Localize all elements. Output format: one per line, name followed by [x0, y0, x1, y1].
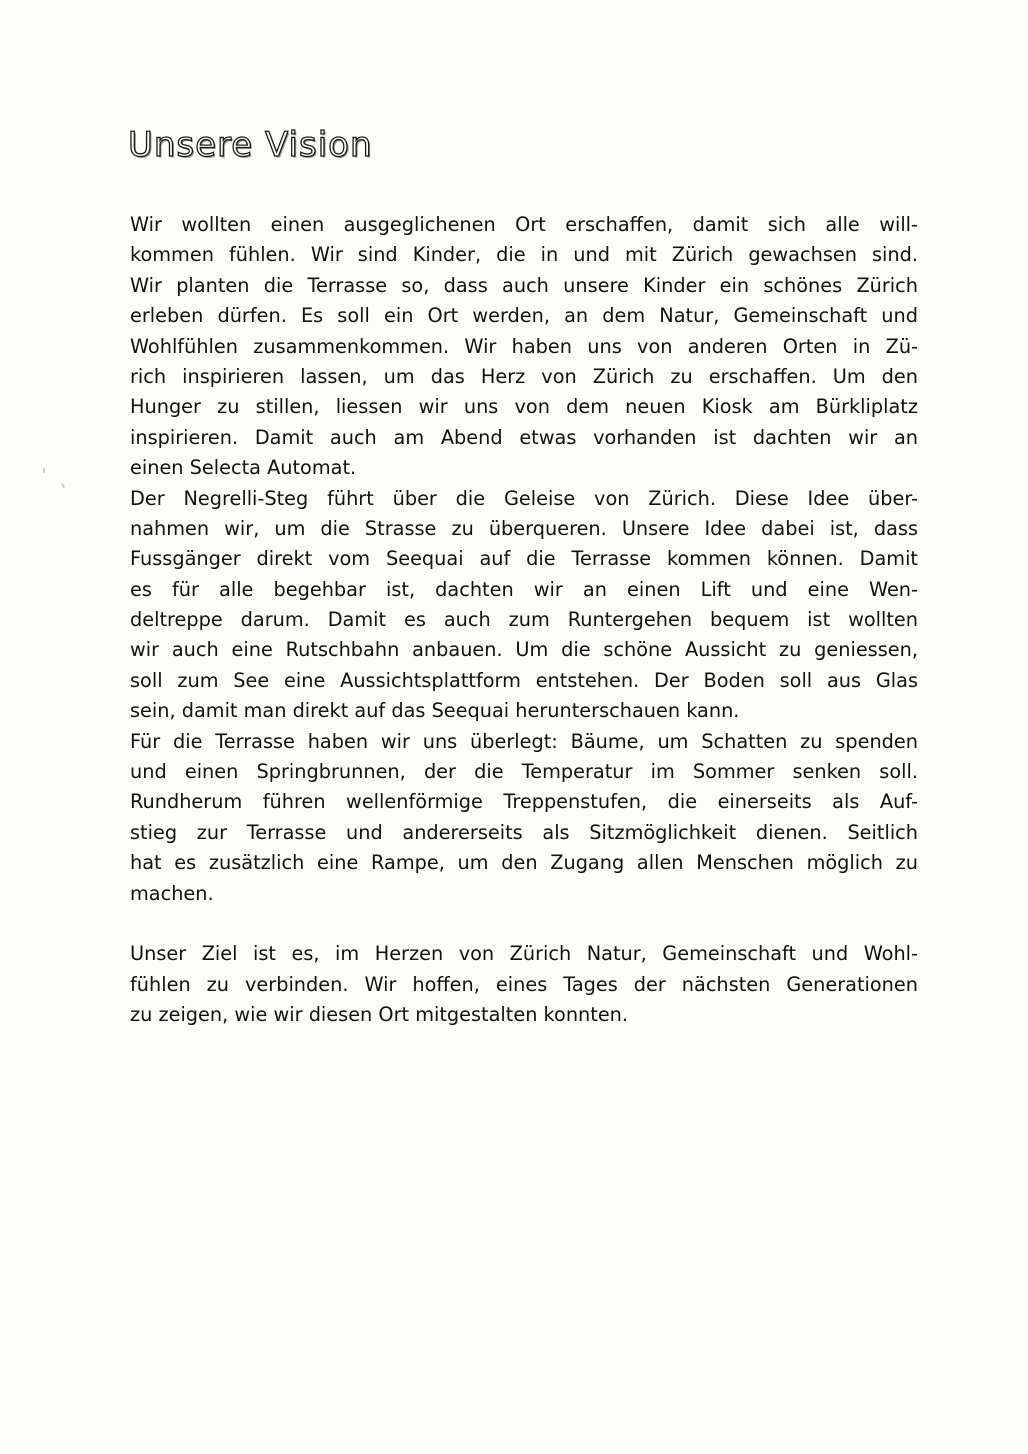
text-line: hat es zusätzlich eine Rampe, um den Zugang allen Menschen möglich zu — [130, 851, 918, 875]
text-line: Wir wollten einen ausgeglichenen Ort erschaffen, damit sich alle will- — [130, 213, 918, 236]
paper-speck — [61, 483, 65, 488]
paragraph-spacer — [130, 909, 918, 939]
text-line: Der Negrelli-Steg führt über die Geleise von Zürich. Diese Idee über- — [130, 486, 918, 510]
text-line: inspirieren. Damit auch am Abend etwas vorhanden ist dachten wir an — [130, 425, 918, 449]
text-line: Hunger zu stillen, liessen wir uns von dem neuen Kiosk am Bürkliplatz — [130, 395, 918, 419]
text-line: erleben dürfen. Es soll ein Ort werden, an dem Natur, Gemeinschaft und — [130, 304, 918, 328]
text-line: Rundherum führen wellenförmige Treppenstufen, die einerseits als Auf- — [130, 790, 918, 814]
page-title: Unsere Vision — [128, 125, 373, 165]
text-line: zu zeigen, wie wir diesen Ort mitgestalten konnten. — [130, 1003, 629, 1027]
paragraph-intro — [130, 210, 918, 484]
document-body — [130, 210, 918, 1031]
text-line: soll zum See eine Aussichtsplattform entstehen. Der Boden soll aus Glas — [130, 668, 918, 692]
paragraph-terrace — [130, 727, 918, 909]
paragraph-goal — [130, 939, 918, 1030]
text-line: wir auch eine Rutschbahn anbauen. Um die schöne Aussicht zu geniessen, — [130, 638, 918, 662]
text-line: machen. — [130, 881, 214, 905]
text-line: einen Selecta Automat. — [130, 456, 357, 480]
text-line: Für die Terrasse haben wir uns überlegt: Bäume, um Schatten zu spenden — [130, 729, 918, 753]
text-line: fühlen zu verbinden. Wir hoffen, eines Tages der nächsten Generationen — [130, 972, 918, 996]
text-line: nahmen wir, um die Strasse zu überqueren. Unsere Idee dabei ist, dass — [130, 516, 918, 540]
text-line: kommen fühlen. Wir sind Kinder, die in und mit Zürich gewachsen sind. — [130, 243, 918, 267]
text-line: Unser Ziel ist es, im Herzen von Zürich Natur, Gemeinschaft und Wohl- — [130, 942, 918, 966]
paper-speck — [43, 468, 45, 473]
text-line: sein, damit man direkt auf das Seequai herunterschauen kann. — [130, 699, 740, 723]
text-line: Wohlfühlen zusammenkommen. Wir haben uns von anderen Orten in Zü- — [130, 334, 918, 358]
text-line: stieg zur Terrasse und andererseits als Sitzmöglichkeit dienen. Seitlich — [130, 820, 918, 844]
text-line: es für alle begehbar ist, dachten wir an einen Lift und eine Wen- — [130, 577, 918, 601]
text-line: Wir planten die Terrasse so, dass auch unsere Kinder ein schönes Zürich — [130, 273, 918, 297]
text-line: rich inspirieren lassen, um das Herz von Zürich zu erschaffen. Um den — [130, 364, 918, 388]
text-line: deltreppe darum. Damit es auch zum Runtergehen bequem ist wollten — [130, 608, 918, 632]
text-line: und einen Springbrunnen, der die Temperatur im Sommer senken soll. — [130, 760, 918, 784]
text-line: Fussgänger direkt vom Seequai auf die Terrasse kommen können. Damit — [130, 547, 918, 571]
paragraph-bridge — [130, 484, 918, 727]
